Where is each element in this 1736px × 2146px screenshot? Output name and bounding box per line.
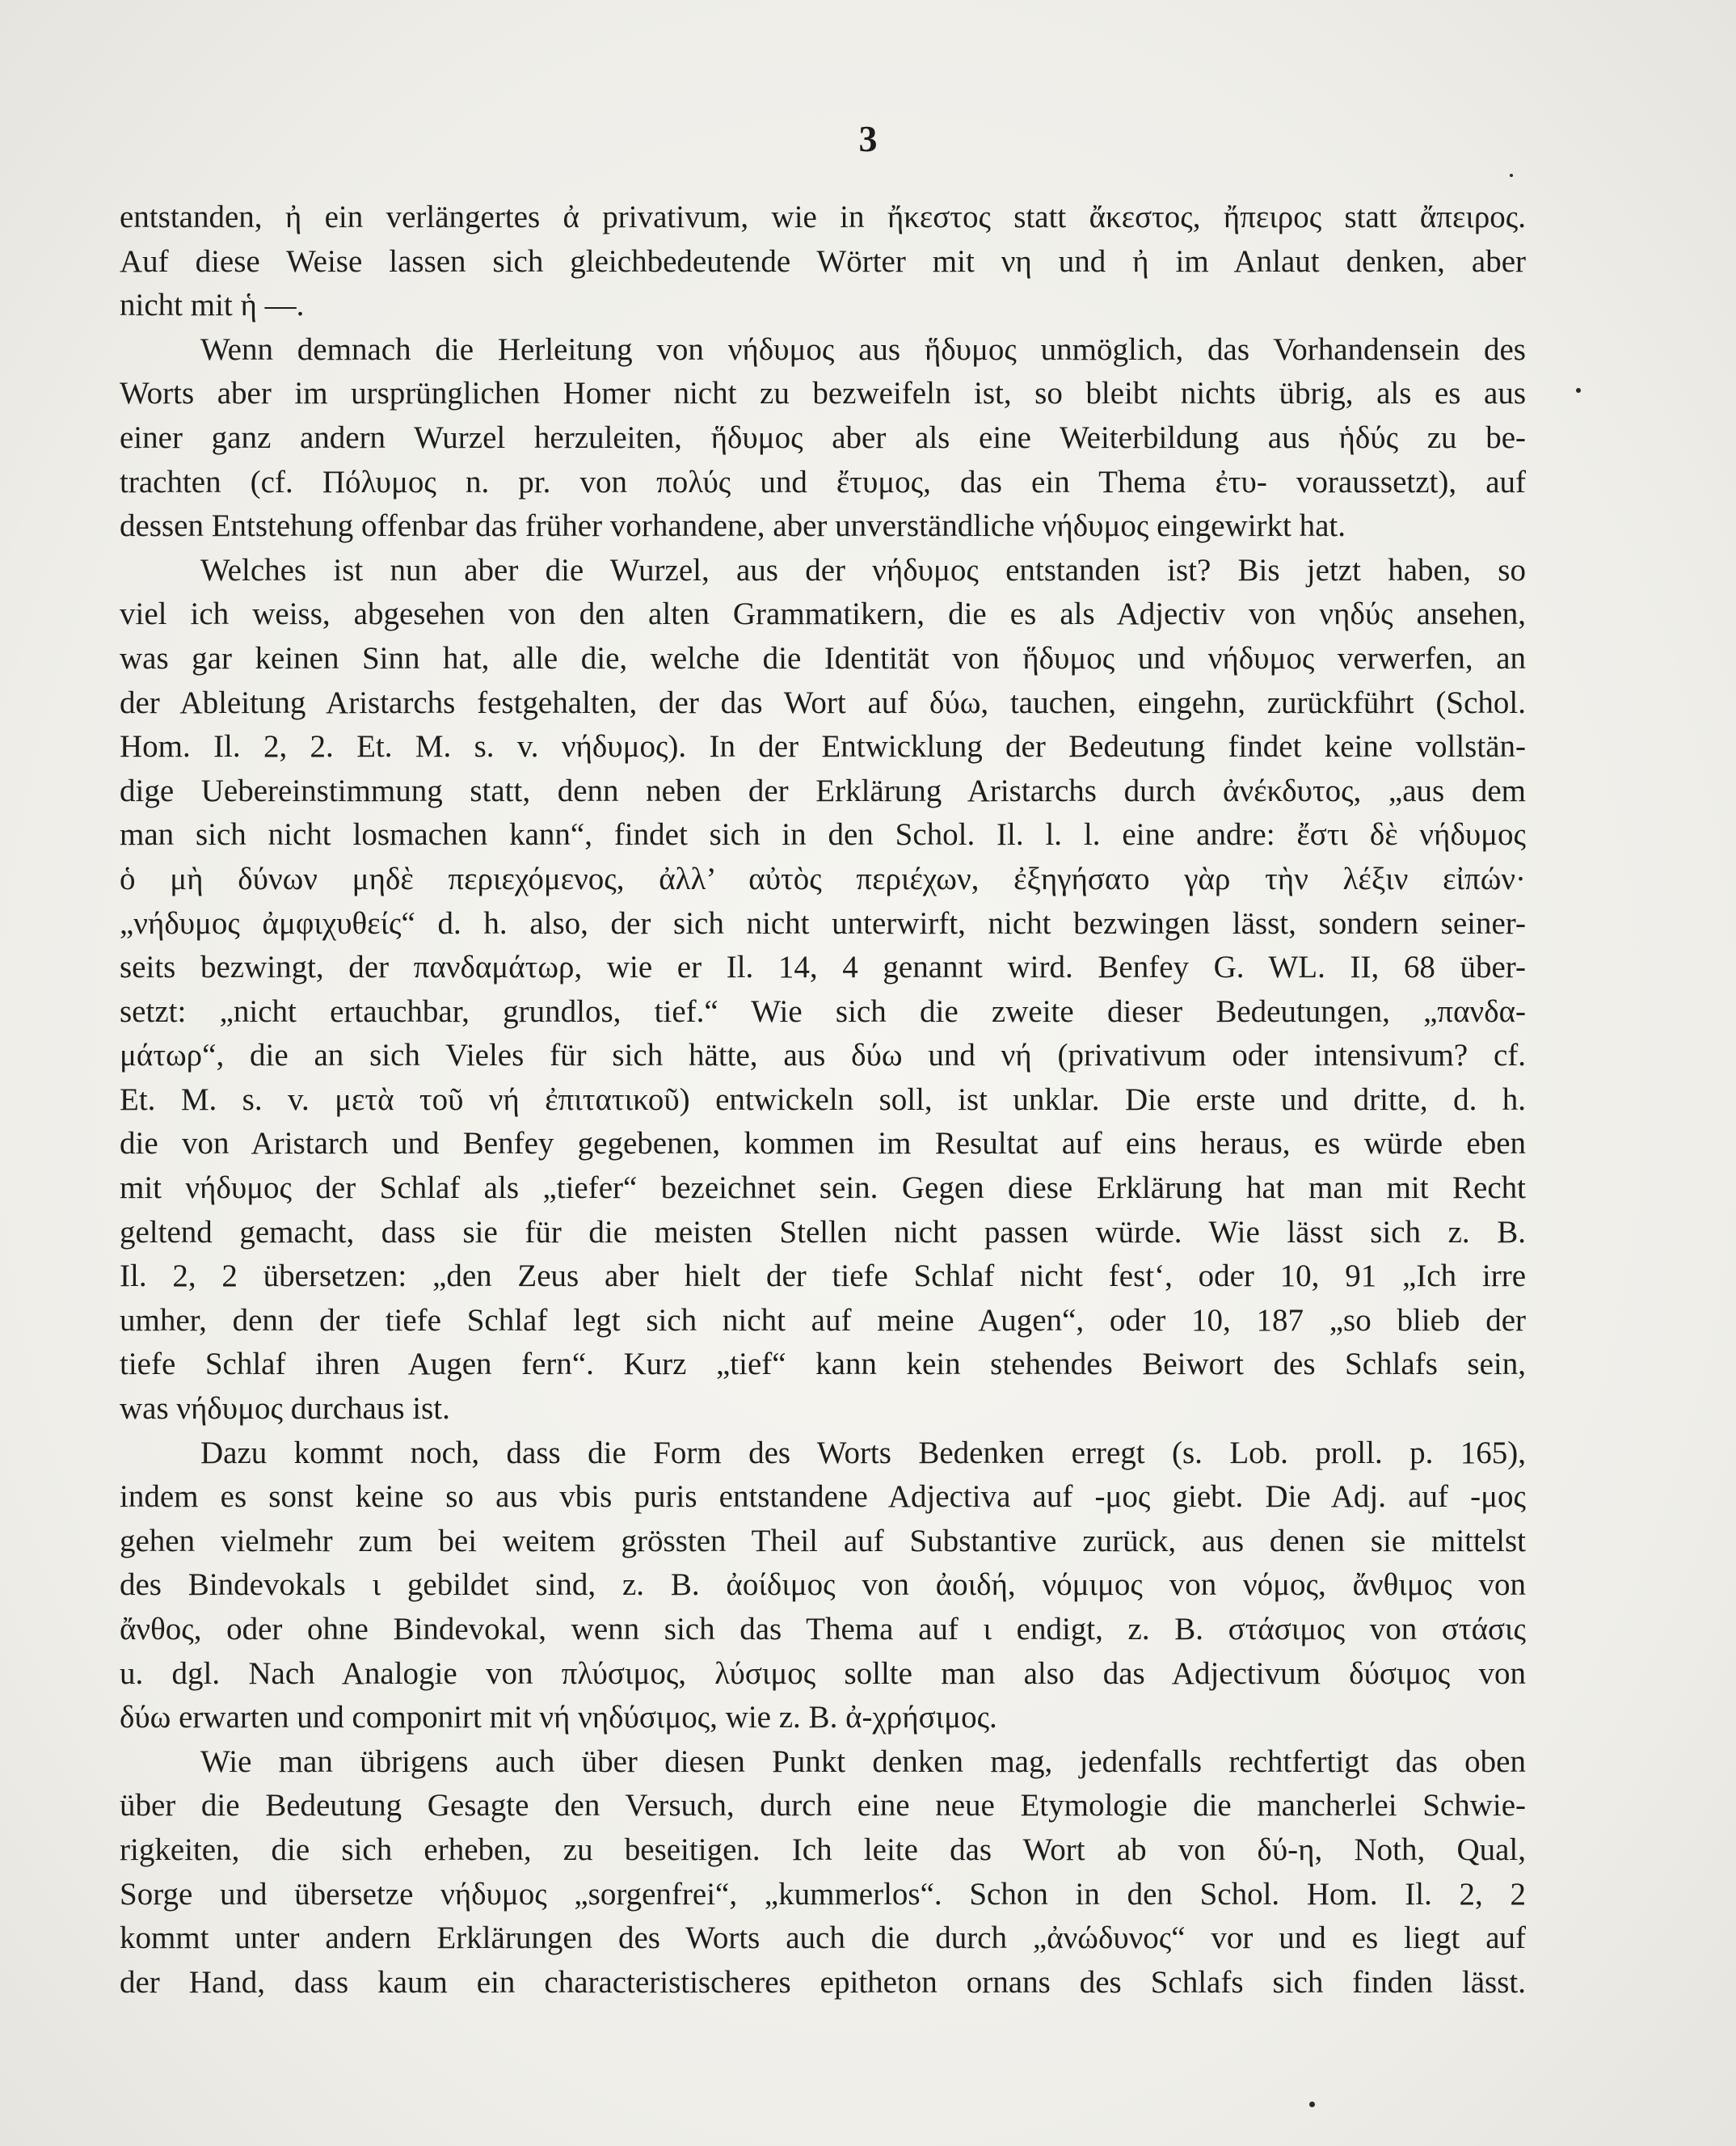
- text-line: gehen vielmehr zum bei weitem grössten Theil auf Substantive zurück, aus denen sie mittelst: [120, 1523, 1526, 1558]
- text-line: über die Bedeutung Gesagte den Versuch, durch eine neue Etymologie die mancherlei Schwie-: [120, 1788, 1526, 1823]
- text-line: die von Aristarch und Benfey gegebenen, kommen im Resultat auf eins heraus, es würde eben: [120, 1126, 1526, 1162]
- text-line: ἄνθος, oder ohne Bindevokal, wenn sich das Thema auf ι endigt, z. B. στάσιμος von στάσις: [120, 1612, 1526, 1646]
- text-line: Hom. Il. 2, 2. Et. M. s. v. νήδυμος). In der Entwicklung der Bedeutung findet keine vollstän-: [120, 729, 1526, 765]
- text-line: Et. M. s. v. μετὰ τοῦ νή ἐπιτατικοῦ) entwickeln soll, ist unklar. Die erste und dritte, d. h.: [120, 1081, 1526, 1117]
- ink-speck: [1510, 174, 1513, 177]
- text-line: μάτωρ“, die an sich Vieles für sich hätte, aus δύω und νή (privativum oder intensivum? cf.: [120, 1038, 1526, 1073]
- page-number: 3: [858, 118, 878, 159]
- text-line: was gar keinen Sinn hat, alle die, welche die Identität von ἥδυμος und νήδυμος verwerfen, an: [120, 640, 1526, 676]
- text-line: des Bindevokals ι gebildet sind, z. B. ἀοίδιμος von ἀοιδή, νόμιμος von νόμος, ἄνθιμος von: [120, 1567, 1526, 1603]
- text-line: δύω erwarten und componirt mit νή νηδύσιμος, wie z. B. ἀ-χρήσιμος.: [120, 1700, 997, 1735]
- text-line: umher, denn der tiefe Schlaf legt sich nicht auf meine Augen“, oder 10, 187 „so blieb der: [120, 1302, 1526, 1338]
- text-line: Worts aber im ursprünglichen Homer nicht zu bezweifeln ist, so bleibt nichts übrig, als es aus: [120, 376, 1526, 411]
- text-line: Dazu kommt noch, dass die Form des Worts Bedenken erregt (s. Lob. proll. p. 165),: [200, 1435, 1526, 1470]
- text-line: geltend gemacht, dass sie für die meisten Stellen nicht passen würde. Wie lässt sich z. B.: [120, 1214, 1526, 1250]
- text-line: mit νήδυμος der Schlaf als „tiefer“ bezeichnet sein. Gegen diese Erklärung hat man mit Recht: [120, 1170, 1526, 1206]
- text-line: einer ganz andern Wurzel herzuleiten, ἥδυμος aber als eine Weiterbildung aus ἡδύς zu be-: [120, 420, 1526, 455]
- text-line: Welches ist nun aber die Wurzel, aus der νήδυμος entstanden ist? Bis jetzt haben, so: [200, 552, 1526, 588]
- text-line: der Ableitung Aristarchs festgehalten, der das Wort auf δύω, tauchen, eingehn, zurückführt (Schol.: [120, 685, 1526, 720]
- text-line: dessen Entstehung offenbar das früher vorhandene, aber unverständliche νήδυμος eingewirkt hat.: [120, 508, 1346, 544]
- ink-speck: [1576, 388, 1581, 393]
- text-line: man sich nicht losmachen kann“, findet sich in den Schol. Il. l. l. eine andre: ἔστι δὲ νήδυμος: [120, 817, 1526, 853]
- text-line: seits bezwingt, der πανδαμάτωρ, wie er Il. 14, 4 genannt wird. Benfey G. WL. II, 68 über-: [120, 950, 1526, 985]
- text-line: kommt unter andern Erklärungen des Worts auch die durch „ἀνώδυνος“ vor und es liegt auf: [120, 1920, 1526, 1956]
- text-line: was νήδυμος durchaus ist.: [120, 1391, 450, 1427]
- text-line: tiefe Schlaf ihren Augen fern“. Kurz „tief“ kann kein stehendes Beiwort des Schlafs sein,: [120, 1347, 1526, 1382]
- text-line: „νήδυμος ἀμφιχυθείς“ d. h. also, der sich nicht unterwirft, nicht bezwingen lässt, sondern seiner-: [120, 905, 1526, 941]
- text-line: u. dgl. Nach Analogie von πλύσιμος, λύσιμος sollte man also das Adjectivum δύσιμος von: [120, 1655, 1526, 1691]
- text-line: Auf diese Weise lassen sich gleichbedeutende Wörter mit νη und ἠ im Anlaut denken, aber: [120, 243, 1526, 279]
- text-line: Wenn demnach die Herleitung von νήδυμος aus ἥδυμος unmöglich, das Vorhandensein des: [200, 331, 1526, 367]
- text-line: Wie man übrigens auch über diesen Punkt denken mag, jedenfalls rechtfertigt das oben: [200, 1743, 1526, 1779]
- text-line: Il. 2, 2 übersetzen: „den Zeus aber hielt der tiefe Schlaf nicht fest‘, oder 10, 91 „Ich irre: [120, 1259, 1526, 1294]
- text-line: ὁ μὴ δύνων μηδὲ περιεχόμενος, ἀλλ’ αὐτὸς περιέχων, ἐξηγήσατο γὰρ τὴν λέξιν εἰπών·: [120, 861, 1526, 896]
- ink-speck: [1309, 2102, 1315, 2107]
- text-line: dige Uebereinstimmung statt, denn neben der Erklärung Aristarchs durch ἀνέκδυτος, „aus dem: [120, 773, 1526, 808]
- text-line: rigkeiten, die sich erheben, zu beseitigen. Ich leite das Wort ab von δύ-η, Noth, Qual,: [120, 1832, 1526, 1867]
- text-line: entstanden, ἠ ein verlängertes ἀ privativum, wie in ἤκεστος statt ἄκεστος, ἤπειρος statt ἄπειρος.: [120, 200, 1526, 234]
- text-line: trachten (cf. Πόλυμος n. pr. von πολύς und ἔτυμος, das ein Thema ἐτυ- voraussetzt), auf: [120, 464, 1526, 500]
- text-line: setzt: „nicht ertauchbar, grundlos, tief.“ Wie sich die zweite dieser Bedeutungen, „πανδα-: [120, 993, 1526, 1029]
- body-text: [120, 196, 1526, 2005]
- text-line: nicht mit ἡ —.: [120, 288, 305, 323]
- text-line: viel ich weiss, abgesehen von den alten Grammatikern, die es als Adjectiv von νηδύς ansehen,: [120, 597, 1526, 632]
- text-line: Sorge und übersetze νήδυμος „sorgenfrei“, „kummerlos“. Schon in den Schol. Hom. Il. 2, 2: [120, 1876, 1526, 1912]
- text-line: der Hand, dass kaum ein characteristischeres epitheton ornans des Schlafs sich finden lässt.: [120, 1964, 1526, 2000]
- text-line: indem es sonst keine so aus vbis puris entstandene Adjectiva auf -μος giebt. Die Adj. auf -μος: [120, 1479, 1526, 1515]
